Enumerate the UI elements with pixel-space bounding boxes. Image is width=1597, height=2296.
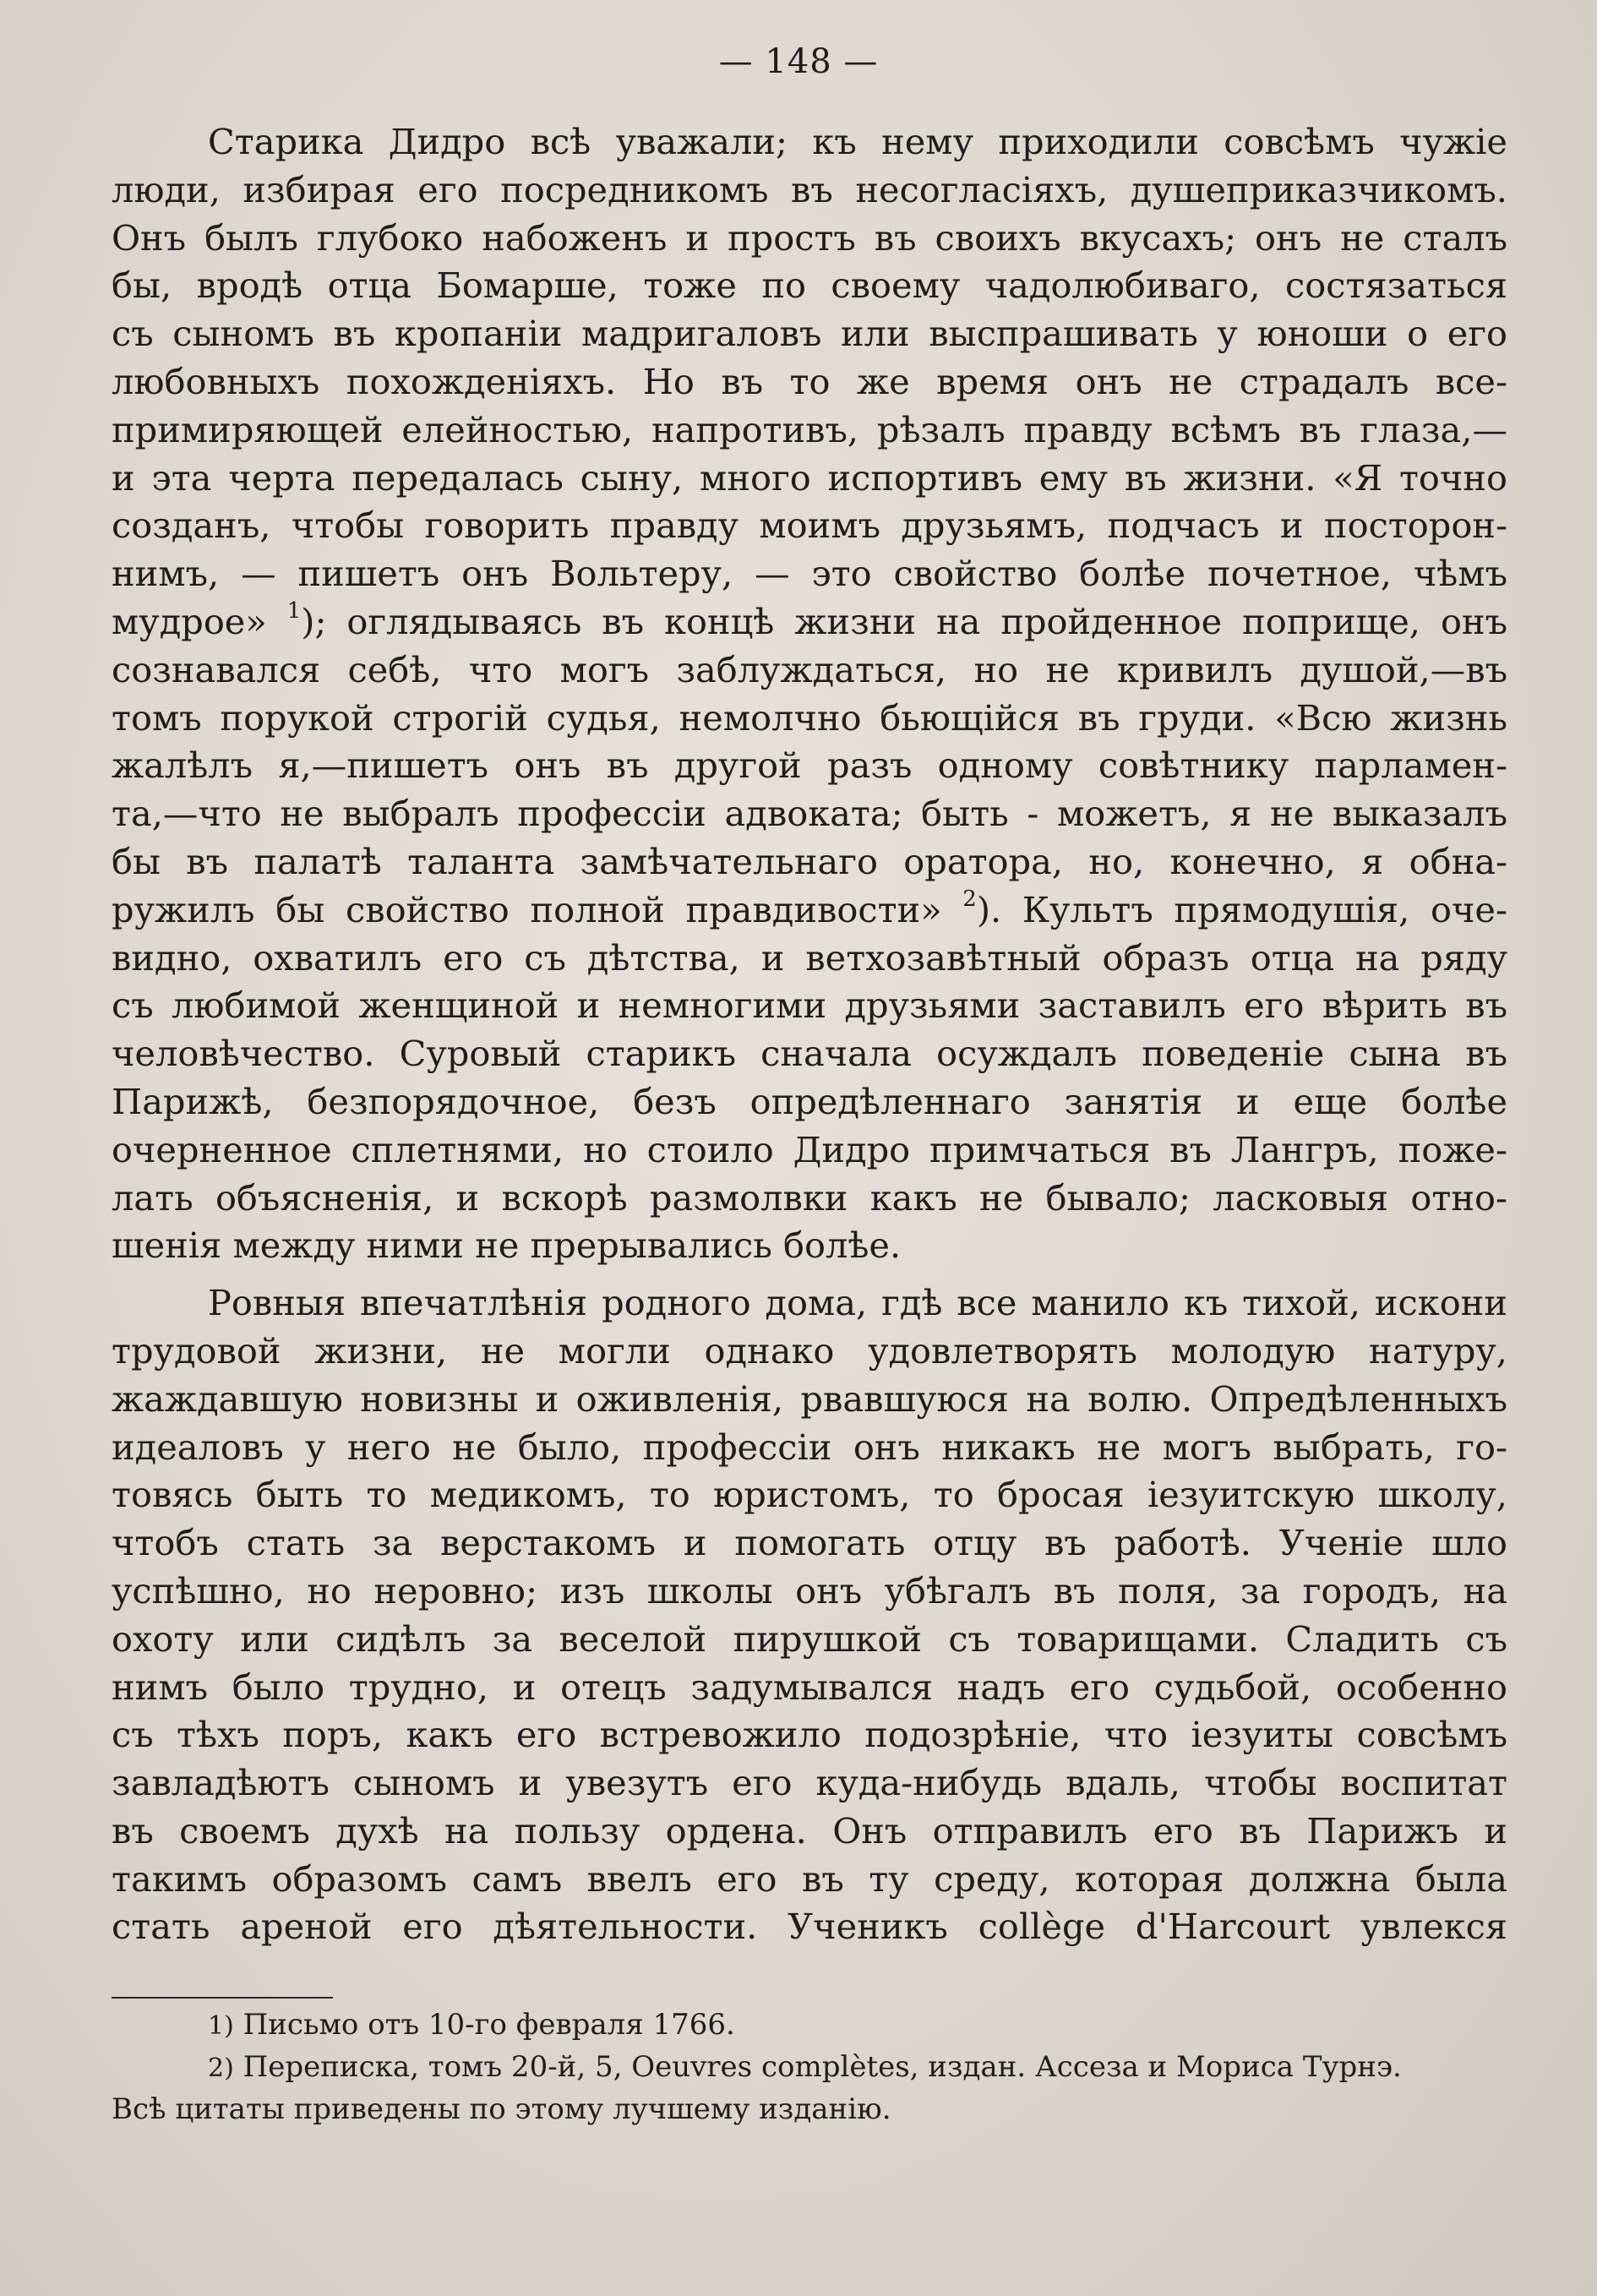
text-line: съ тѣхъ поръ, какъ его встревожило подозрѣніе, что іезуиты совсѣмъ	[112, 1714, 1507, 1756]
text-line: съ сыномъ въ кропаніи мадригаловъ или выспрашивать у юноши о его	[112, 313, 1507, 355]
footnote-ref: 1	[286, 598, 302, 624]
footnote-1	[112, 2004, 1507, 2047]
footnote-text: Письмо отъ 10-го февраля 1766.	[243, 2008, 735, 2042]
footnote-text: Переписка, томъ 20-й, 5, Oeuvres complètes, издан. Ассеза и Мориса Турнэ.	[243, 2050, 1402, 2084]
footnote-2	[112, 2047, 1507, 2089]
text-line: чтобъ стать за верстакомъ и помогать отцу въ работѣ. Ученіе шло	[112, 1522, 1507, 1564]
text-line: Старика Дидро всѣ уважали; къ нему приходили совсѣмъ чужіе	[208, 121, 1507, 162]
text-line: Парижѣ, безпорядочное, безъ опредѣленнаго занятія и еще болѣе	[112, 1080, 1507, 1122]
text-line: бы, вродѣ отца Бомарше, тоже по своему чадолюбиваго, состязаться	[112, 265, 1507, 307]
text-line: человѣчество. Суровый старикъ сначала осуждалъ поведеніе сына въ	[112, 1033, 1507, 1075]
text-line: съ любимой женщиной и немногими друзьями заставилъ его вѣрить въ	[112, 984, 1507, 1027]
text-line: товясь быть то медикомъ, то юристомъ, то бросая іезуитскую школу,	[112, 1474, 1507, 1516]
text-line: примиряющей елейностью, напротивъ, рѣзалъ правду всѣмъ въ глаза,—	[112, 408, 1507, 450]
text-line: созданъ, чтобы говорить правду моимъ друзьямъ, подчасъ и посторон-	[112, 504, 1507, 547]
footnote-rule	[112, 1997, 333, 1999]
footnote-text: Всѣ цитаты приведены по этому лучшему изданію.	[112, 2092, 891, 2126]
text-line: лать объясненія, и вскорѣ размолвки какъ не бывало; ласковыя отно-	[112, 1176, 1507, 1219]
text-line: охоту или сидѣлъ за веселой пирушкой съ товарищами. Сладить съ	[112, 1617, 1507, 1660]
text-line: жалѣлъ я,—пишетъ онъ въ другой разъ одному совѣтнику парламен-	[112, 744, 1507, 787]
page-number: — 148 —	[718, 42, 879, 81]
text-line: въ своемъ духѣ на пользу ордена. Онъ отправилъ его въ Парижъ и	[112, 1809, 1507, 1852]
footnote-ref: 2	[962, 886, 977, 912]
text-line: бы въ палатѣ таланта замѣчательнаго оратора, но, конечно, я обна-	[112, 840, 1507, 882]
text-line: любовныхъ похожденіяхъ. Но въ то же время онъ не страдалъ все-	[112, 360, 1507, 402]
body-text	[112, 118, 1507, 1951]
paragraph-2	[112, 1279, 1507, 1951]
footnote-marker: 2)	[208, 2053, 234, 2083]
text-line: люди, избирая его посредникомъ въ несогласіяхъ, душеприказчикомъ.	[112, 168, 1507, 210]
text-line: трудовой жизни, не могли однако удовлетворять молодую натуру,	[112, 1329, 1507, 1372]
text-line: стать ареной его дѣятельности. Ученикъ collège d'Harcourt увлекся	[112, 1906, 1507, 1948]
text-line: та,—что не выбралъ профессіи адвоката; быть - можетъ, я не выказалъ	[112, 793, 1507, 835]
text-line: ружилъ бы свойство полной правдивости» $^2$). Культъ прямодушія, оче-	[112, 886, 1507, 930]
text-line: очерненное сплетнями, но стоило Дидро примчаться въ Лангръ, поже-	[112, 1128, 1507, 1170]
text-line: мудрое» $^1$); оглядываясь въ концѣ жизни на пройденное поприще, онъ	[112, 598, 1507, 642]
text-line: шенія между ними не прерывались болѣе.	[112, 1224, 902, 1267]
text-line: Онъ былъ глубоко набоженъ и простъ въ своихъ вкусахъ; онъ не сталъ	[112, 216, 1507, 259]
text-line: жаждавшую новизны и оживленія, рвавшуюся на волю. Опредѣленныхъ	[112, 1377, 1507, 1420]
text-line: и эта черта передалась сыну, много испортивъ ему въ жизни. «Я точно	[112, 456, 1507, 499]
text-line: Ровныя впечатлѣнія родного дома, гдѣ все манило къ тихой, искони	[208, 1282, 1507, 1324]
text-line: успѣшно, но неровно; изъ школы онъ убѣгалъ въ поля, за городъ, на	[112, 1569, 1507, 1612]
footnote-2-continued	[112, 2089, 1507, 2130]
footnote-marker: 1)	[208, 2011, 234, 2041]
paragraph-1	[112, 118, 1507, 1270]
text-line: нимъ было трудно, и отецъ задумывался надъ его судьбой, особенно	[112, 1666, 1507, 1708]
text-line: томъ порукой строгій судья, немолчно бьющійся въ груди. «Всю жизнь	[112, 696, 1507, 739]
text-line: нимъ, — пишетъ онъ Вольтеру, — это свойство болѣе почетное, чѣмъ	[112, 553, 1507, 595]
text-line: такимъ образомъ самъ ввелъ его въ ту среду, которая должна была	[112, 1857, 1507, 1900]
text-line: идеаловъ у него не было, профессіи онъ никакъ не могъ выбрать, го-	[112, 1426, 1507, 1468]
text-line: завладѣютъ сыномъ и увезутъ его куда-нибудь вдаль, чтобы воспитат	[112, 1762, 1507, 1804]
text-line: видно, охватилъ его съ дѣтства, и ветхозавѣтный образъ отца на ряду	[112, 936, 1507, 979]
text-line: сознавался себѣ, что могъ заблуждаться, но не кривилъ душой,—въ	[112, 648, 1507, 690]
footnotes	[112, 2004, 1507, 2130]
